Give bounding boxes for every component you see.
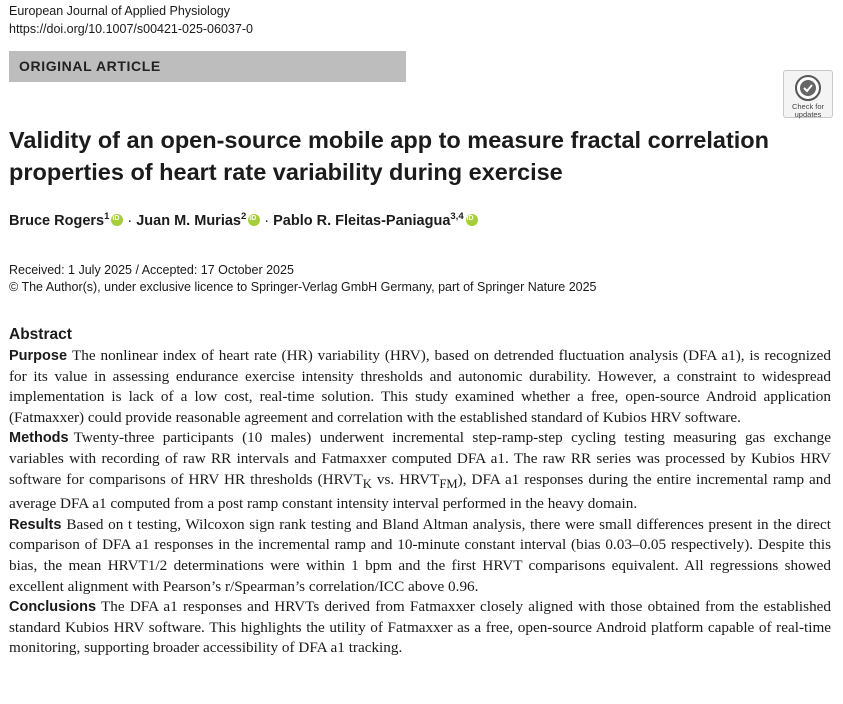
author-affiliation: 3,4 xyxy=(450,211,464,222)
abstract-results xyxy=(9,515,831,597)
author-separator: · xyxy=(264,212,270,229)
methods-text-b: vs. HRVT xyxy=(371,470,440,488)
author-name[interactable]: Bruce Rogers xyxy=(9,212,105,229)
results-label: Results xyxy=(9,516,62,533)
results-text: Based on t testing, Wilcoxon sign rank testing and Bland Altman analysis, there were small differences present in the direct comparison of DFA a1 responses in the incremental ramp and 10-minute constant interval (bias 0.03–0.05 respectively). Despite this bias, the mean HRVT1/2 determinations were within 1 bpm and the first HRVT comparisons equivalent. All regressions showed excellent alignment with Pearson’s r/Spearman’s correlation/ICC above 0.96. xyxy=(9,515,831,595)
article-type-label: ORIGINAL ARTICLE xyxy=(19,58,161,74)
author-name[interactable]: Juan M. Murias xyxy=(136,212,241,229)
purpose-label: Purpose xyxy=(9,348,68,364)
methods-subscript-fm: FM xyxy=(439,476,458,491)
badge-line-1: Check for xyxy=(791,102,825,111)
article-title: Validity of an open-source mobile app to measure fractal correlation properties of heart rate variability during exercise xyxy=(9,127,770,185)
author-separator: · xyxy=(127,212,133,229)
journal-name: European Journal of Applied Physiology xyxy=(9,4,230,18)
abstract-heading: Abstract xyxy=(9,326,72,343)
methods-text-c: ), DFA a1 responses during the entire incremental ramp and average DFA a1 computed from a post ramp constant intensity interval performed in the heavy domain. xyxy=(9,470,831,513)
author-name[interactable]: Pablo R. Fleitas-Paniagua xyxy=(273,212,451,229)
conclusions-text: The DFA a1 responses and HRVTs derived from Fatmaxxer closely aligned with those obtained from the established standard Kubios HRV software. This highlights the utility of Fatmaxxer as a free, open-source Android platform capable of real-time monitoring, supporting broader accessibility of DFA a1 tracking. xyxy=(9,598,831,657)
orcid-icon[interactable] xyxy=(248,214,260,226)
check-for-updates-icon xyxy=(794,74,822,102)
abstract-body xyxy=(9,346,831,659)
conclusions-label: Conclusions xyxy=(9,599,97,616)
abstract-conclusions xyxy=(9,597,831,659)
author-affiliation: 2 xyxy=(240,211,247,222)
purpose-text: The nonlinear index of heart rate (HR) variability (HRV), based on detrended fluctuation analysis (DFA a1), is recognized for its value in assessing endurance exercise intensity thresholds and autonomic durability. However, a constraint to widespread implementation is lack of a low cost, real-time solution. This study examined whether a free, open-source Android application (Fatmaxxer) could provide reasonable agreement and correlation with the established standard of Kubios HRV software. xyxy=(9,347,831,426)
methods-text-a: Twenty-three participants (10 males) underwent incremental step-ramp-step cycling testing measuring gas exchange variables with recording of raw RR intervals and Fatmaxxer computed DFA a1. The raw RR series was processed by Kubios HRV software for comparisons of HRV HR thresholds (HRVT xyxy=(9,429,831,488)
abstract-methods xyxy=(9,428,831,514)
copyright-notice: © The Author(s), under exclusive licence to Springer-Verlag GmbH Germany, part of Springer Nature 2025 xyxy=(9,280,597,294)
abstract-purpose xyxy=(9,346,831,428)
methods-label: Methods xyxy=(9,430,69,447)
article-type-banner xyxy=(9,51,406,82)
author-list xyxy=(9,211,478,229)
doi-link[interactable]: https://doi.org/10.1007/s00421-025-06037-0 xyxy=(9,22,253,36)
orcid-icon[interactable] xyxy=(111,214,123,226)
received-accepted-dates: Received: 1 July 2025 / Accepted: 17 October 2025 xyxy=(9,263,294,277)
check-for-updates-badge[interactable] xyxy=(783,70,833,118)
badge-line-2: updates xyxy=(794,110,822,119)
methods-subscript-k: K xyxy=(362,476,372,491)
author-affiliation: 1 xyxy=(104,211,110,222)
orcid-icon[interactable] xyxy=(466,214,478,226)
